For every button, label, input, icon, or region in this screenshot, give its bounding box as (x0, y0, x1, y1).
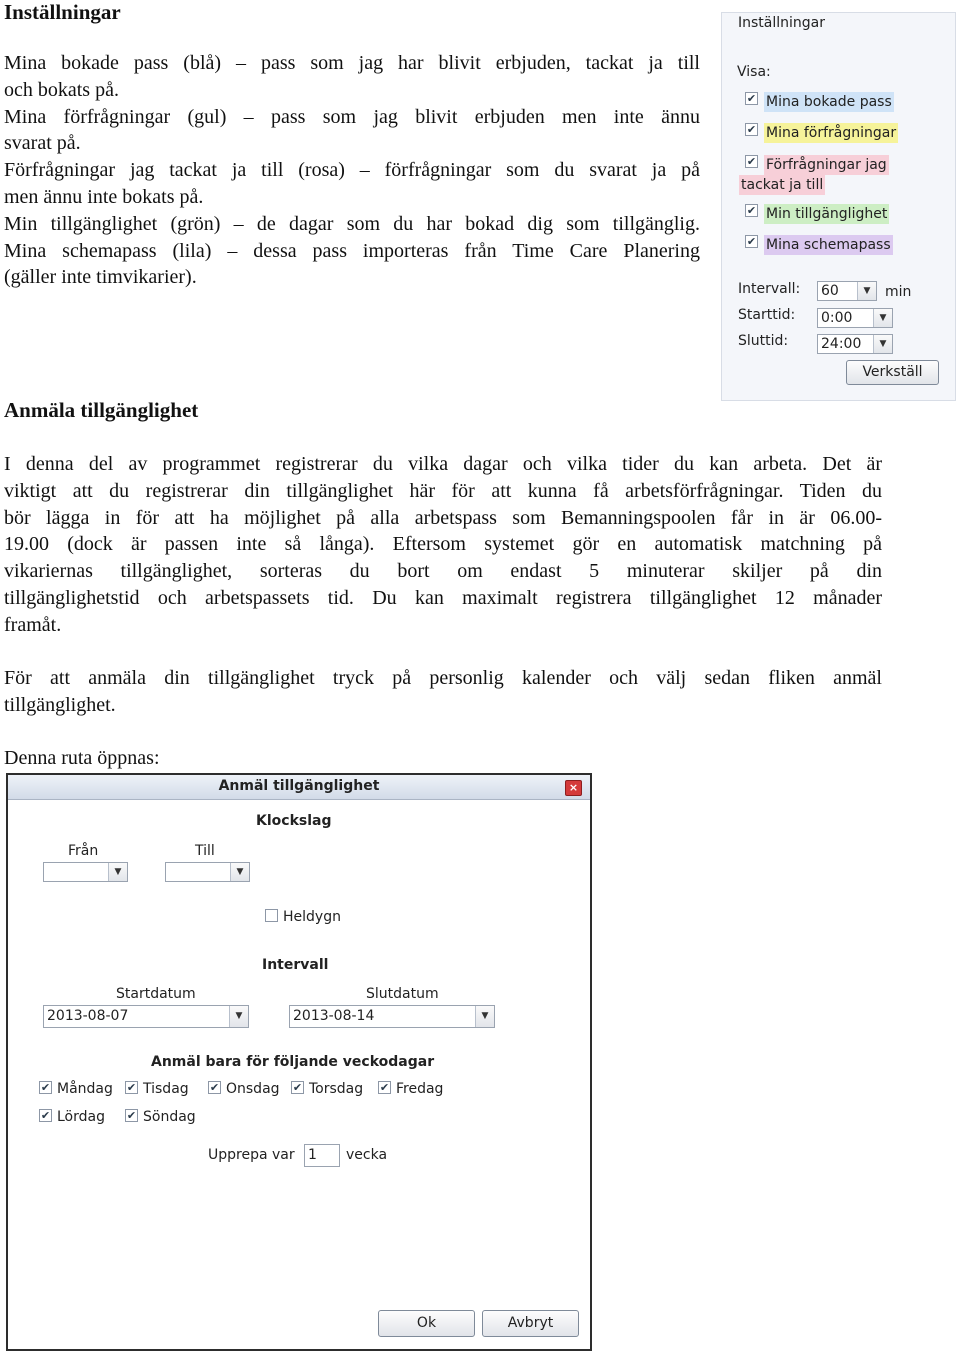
checkbox-accepted-requests[interactable]: ✔ (746, 155, 757, 168)
text-line: Min tillgänglighet (grön) – de dagar som du har bokad dig som tillgänglig. (4, 212, 700, 235)
end-date-value: 2013-08-14 (293, 1008, 375, 1024)
legend-accepted-requests: Förfrågningar jag (766, 157, 887, 173)
repeat-label: Upprepa var (208, 1147, 295, 1163)
start-time-select[interactable] (817, 308, 893, 328)
instruction-text (4, 665, 882, 719)
allday-checkbox[interactable] (265, 909, 278, 922)
from-label: Från (68, 843, 99, 859)
repeat-unit: vecka (346, 1147, 388, 1163)
chevron-down-icon: ▼ (873, 335, 892, 353)
dialog-titlebar (8, 775, 590, 800)
settings-panel-title: Inställningar (738, 15, 826, 31)
legend-availability: Min tillgänglighet (766, 206, 888, 222)
legend-accepted-requests-line2: tackat ja till (741, 177, 824, 193)
weekday-label-saturday: Lördag (57, 1109, 105, 1125)
text-line: Mina schemapass (lila) – dessa pass importeras från Time Care Planering (4, 239, 700, 262)
end-time-label: Sluttid: (738, 333, 789, 349)
weekday-label-thursday: Torsdag (309, 1081, 364, 1097)
section-heading-settings: Inställningar (4, 0, 121, 24)
start-date-select[interactable] (43, 1005, 249, 1028)
end-time-value: 24:00 (821, 336, 862, 352)
to-label: Till (195, 843, 215, 859)
ok-button[interactable]: Ok (378, 1310, 475, 1337)
chevron-down-icon: ▼ (108, 863, 127, 881)
weekday-label-tuesday: Tisdag (143, 1081, 189, 1097)
text-line: Mina bokade pass (blå) – pass som jag har blivit erbjuden, tackat ja till (4, 52, 700, 74)
from-select[interactable] (43, 862, 128, 882)
end-date-label: Slutdatum (366, 986, 439, 1002)
repeat-input[interactable]: 1 (304, 1144, 340, 1167)
allday-label: Heldygn (283, 909, 341, 925)
weekday-label-sunday: Söndag (143, 1109, 196, 1125)
to-select[interactable] (165, 862, 250, 882)
text-line: (gäller inte timvikarier). (4, 266, 197, 289)
weekday-checkbox-saturday[interactable]: ✔ (40, 1109, 51, 1122)
text-line: bör lägga in för att ha möjlighet på alla arbetspass som Bemanningspoolen får in är 06.00- (4, 506, 882, 529)
weekday-label-monday: Måndag (57, 1081, 113, 1097)
weekday-checkbox-friday[interactable]: ✔ (379, 1081, 390, 1094)
checkbox-schedule-shifts[interactable]: ✔ (746, 235, 757, 248)
show-label: Visa: (737, 64, 771, 80)
text-line: tillgänglighet. (4, 693, 116, 716)
apply-button[interactable]: Verkställ (846, 360, 939, 385)
end-date-select[interactable] (289, 1005, 495, 1028)
weekday-checkbox-wednesday[interactable]: ✔ (209, 1081, 220, 1094)
text-line: svarat på. (4, 132, 81, 155)
weekday-checkbox-tuesday[interactable]: ✔ (126, 1081, 137, 1094)
start-date-value: 2013-08-07 (47, 1008, 129, 1024)
start-date-label: Startdatum (116, 986, 196, 1002)
chevron-down-icon: ▼ (857, 282, 876, 300)
chevron-down-icon: ▼ (230, 863, 249, 881)
interval-label: Intervall: (738, 281, 801, 297)
end-time-select[interactable] (817, 334, 893, 354)
weekdays-heading: Anmäl bara för följande veckodagar (151, 1054, 435, 1070)
weekday-checkbox-thursday[interactable]: ✔ (292, 1081, 303, 1094)
weekday-checkbox-sunday[interactable]: ✔ (126, 1109, 137, 1122)
settings-description (4, 50, 700, 291)
weekday-label-friday: Fredag (396, 1081, 444, 1097)
text-line: och bokats på. (4, 78, 119, 101)
interval-unit: min (885, 284, 912, 300)
dialog-intro-text: Denna ruta öppnas: (4, 747, 160, 769)
legend-my-requests: Mina förfrågningar (766, 125, 897, 141)
text-line: För att anmäla din tillgänglighet tryck på personlig kalender och välj sedan fliken anmäl (4, 667, 882, 689)
legend-schedule-shifts: Mina schemapass (766, 237, 891, 253)
chevron-down-icon: ▼ (229, 1006, 248, 1027)
checkbox-availability[interactable]: ✔ (746, 204, 757, 217)
text-line: viktigt att du registrerar din tillgänglighet här för att kunna få arbetsförfrågningar. Tiden du (4, 479, 882, 502)
availability-dialog (6, 773, 592, 1351)
start-time-value: 0:00 (821, 310, 853, 326)
start-time-label: Starttid: (738, 307, 796, 323)
weekday-label-wednesday: Onsdag (226, 1081, 280, 1097)
checkbox-my-requests[interactable]: ✔ (746, 123, 757, 136)
interval-heading: Intervall (262, 957, 329, 973)
checkbox-booked-shifts[interactable]: ✔ (746, 92, 757, 105)
register-description (4, 451, 882, 639)
interval-select[interactable] (817, 281, 877, 301)
text-line: tillgänglighetstid och arbetspassets tid. Du kan maximalt registrera tillgänglighet 12 månader (4, 586, 882, 609)
chevron-down-icon: ▼ (475, 1006, 494, 1027)
interval-value: 60 (821, 283, 839, 299)
text-line: 19.00 (dock är passen inte så långa). Eftersom systemet gör en automatisk matchning på (4, 533, 882, 556)
section-heading-register-availability: Anmäla tillgänglighet (4, 398, 199, 422)
close-icon[interactable]: × (565, 780, 582, 796)
chevron-down-icon: ▼ (873, 309, 892, 327)
text-line: Förfrågningar jag tackat ja till (rosa) – förfrågningar som du svarat ja på (4, 159, 700, 182)
clock-heading: Klockslag (256, 813, 332, 829)
settings-panel (721, 12, 956, 401)
text-line: men ännu inte bokats på. (4, 185, 204, 208)
text-line: I denna del av programmet registrerar du vilka dagar och vilka tider du kan arbeta. Det är (4, 453, 882, 475)
legend-booked-shifts: Mina bokade pass (766, 94, 892, 110)
cancel-button[interactable]: Avbryt (482, 1310, 579, 1337)
dialog-title: Anmäl tillgänglighet (218, 778, 380, 794)
text-line: framåt. (4, 613, 62, 636)
weekday-checkbox-monday[interactable]: ✔ (40, 1081, 51, 1094)
text-line: Mina förfrågningar (gul) – pass som jag blivit erbjuden men inte ännu (4, 105, 700, 128)
text-line: vikariernas tillgänglighet, sorteras du bort om endast 5 minuterar skiljer på din (4, 560, 882, 583)
